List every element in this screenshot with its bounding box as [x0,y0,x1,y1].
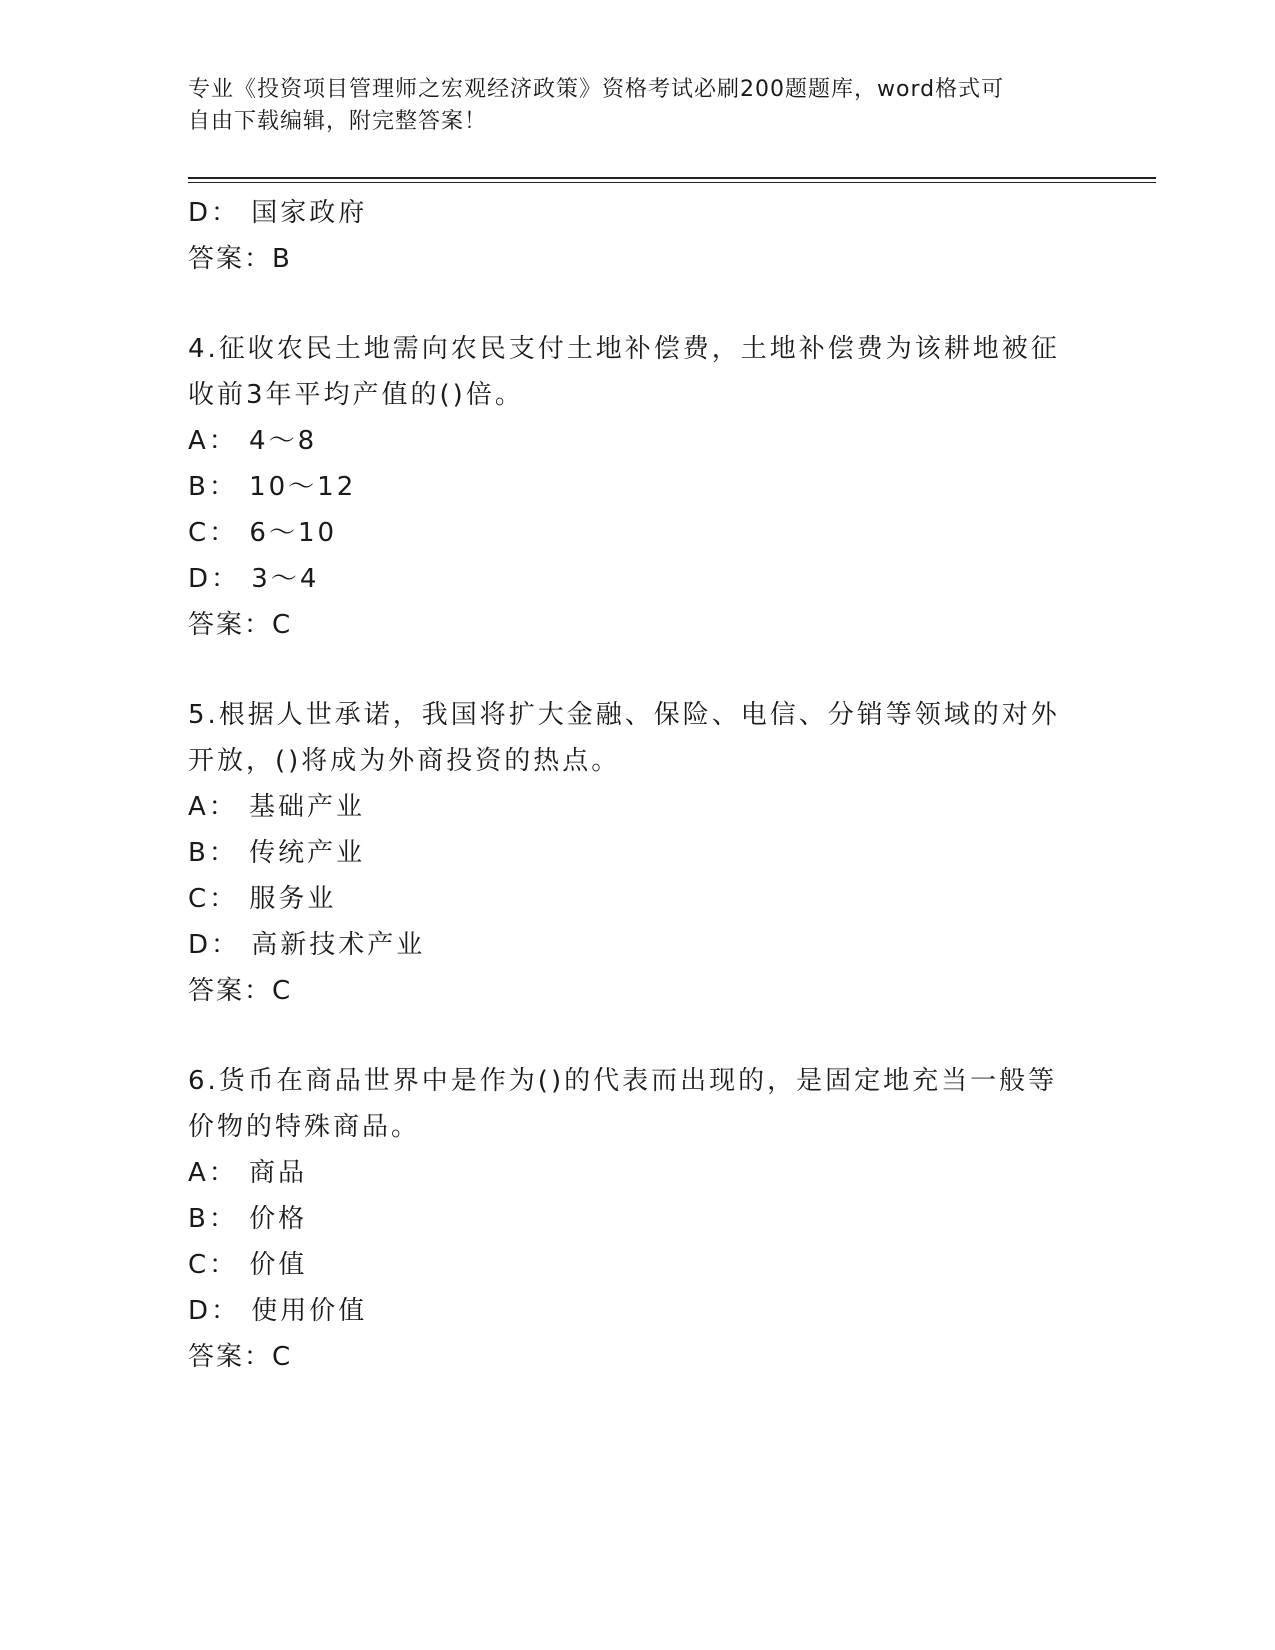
header-line-1: 专业《投资项目管理师之宏观经济政策》资格考试必刷200题题库，word格式可 [188,77,1005,102]
question-5 [188,692,1088,1014]
carry-over-question [188,190,1088,282]
option-a: A： 商品 [188,1158,308,1188]
question-stem-line-1: 5.根据人世承诺，我国将扩大金融、保险、电信、分销等领域的对外 [188,700,1060,730]
option-b: B： 10～12 [188,472,357,502]
option-c: C： 价值 [188,1250,308,1280]
option-b: B： 价格 [188,1204,308,1234]
question-stem [188,1058,1088,1150]
answer-line: 答案：B [188,244,292,274]
question-stem [188,692,1088,784]
option-d: D： 使用价值 [188,1296,368,1326]
option-b: B： 传统产业 [188,838,366,868]
option-d: D： 3～4 [188,564,320,594]
question-stem-line-1: 4.征收农民土地需向农民支付土地补偿费，土地补偿费为该耕地被征 [188,334,1060,364]
question-list [188,190,1088,1380]
option-c: C： 服务业 [188,884,337,914]
answer-line: 答案：C [188,610,293,640]
question-stem-line-2: 收前3年平均产值的()倍。 [188,380,524,410]
document-header [188,74,1068,138]
answer-line: 答案：C [188,976,293,1006]
option-d: D： 高新技术产业 [188,930,426,960]
option-c: C： 6～10 [188,518,338,548]
option-a: A： 4～8 [188,426,318,456]
option-a: A： 基础产业 [188,792,366,822]
answer-line: 答案：C [188,1342,293,1372]
question-stem-line-1: 6.货币在商品世界中是作为()的代表而出现的，是固定地充当一般等 [188,1066,1058,1096]
question-stem-line-2: 开放，()将成为外商投资的热点。 [188,746,621,776]
option-d: D： 国家政府 [188,198,368,228]
question-4 [188,326,1088,648]
question-6 [188,1058,1088,1380]
header-line-2: 自由下载编辑，附完整答案！ [188,109,488,134]
question-stem [188,326,1088,418]
header-divider-thin [188,182,1156,183]
header-divider-thick [188,177,1156,179]
question-stem-line-2: 价物的特殊商品。 [188,1112,421,1142]
